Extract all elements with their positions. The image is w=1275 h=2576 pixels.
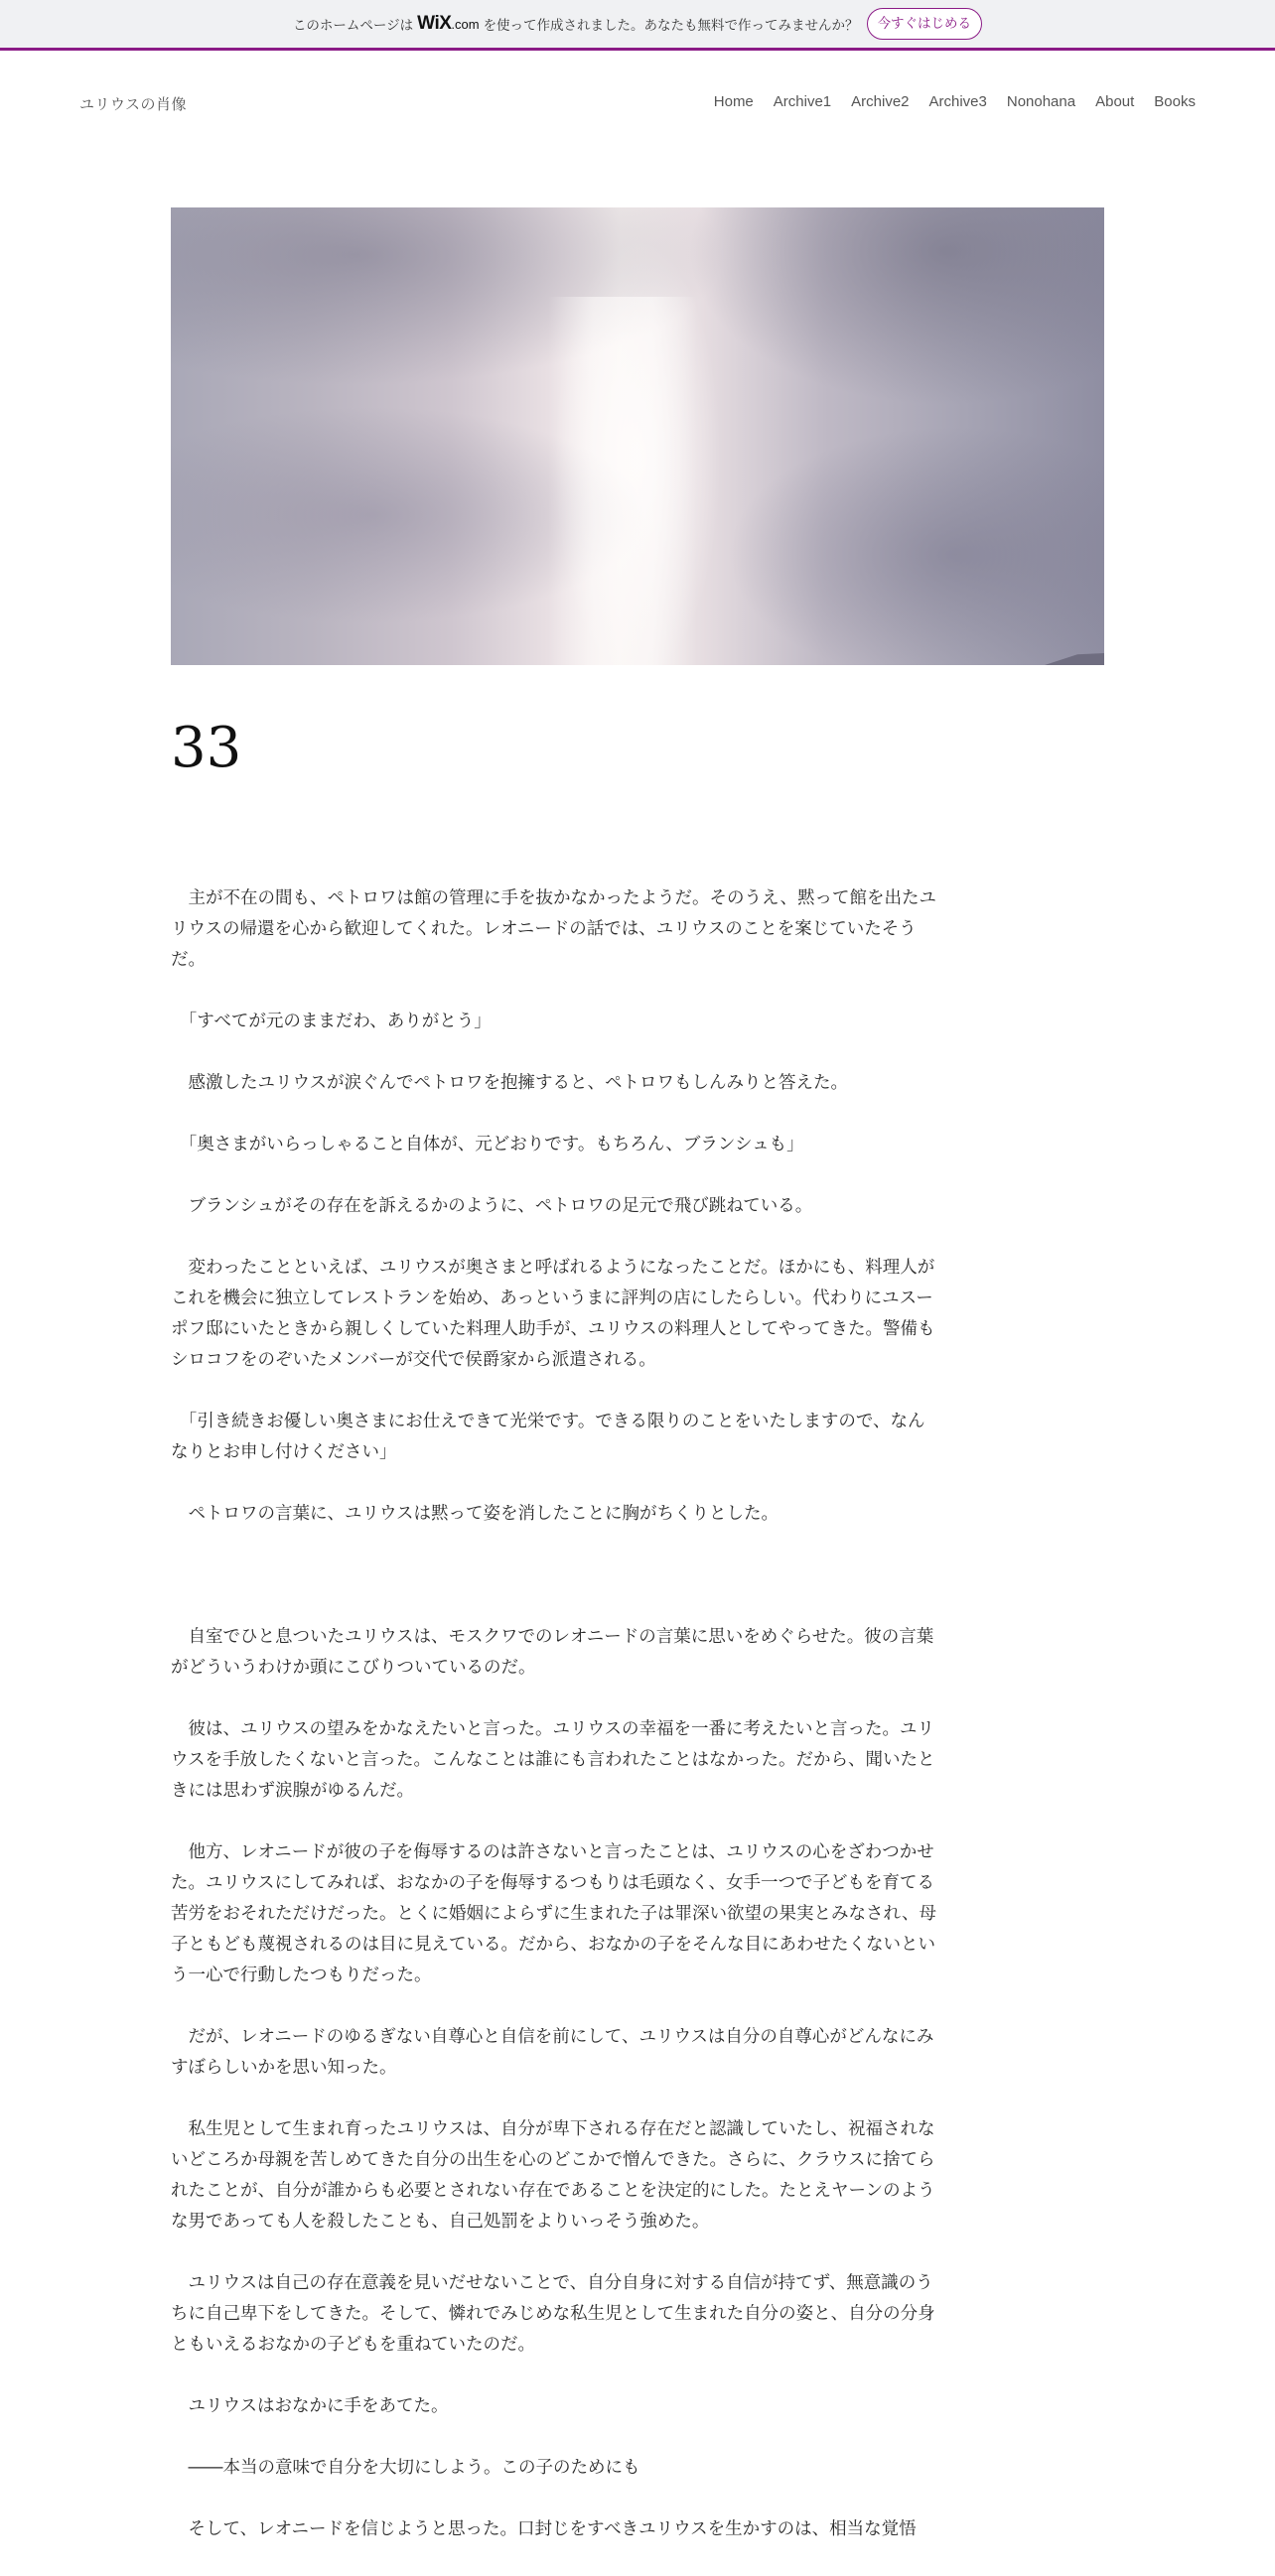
nav-archive3[interactable]: Archive3	[928, 93, 987, 110]
nav-archive1[interactable]: Archive1	[773, 93, 832, 110]
paragraph: 「引き続きお優しい奥さまにお仕えできて光栄です。できる限りのことをいたしますので、なんなりとお申し付けください」	[171, 1412, 925, 1462]
post-body	[171, 883, 941, 2576]
wix-logo-suffix: .com	[451, 17, 480, 32]
paragraph: ユリウスはおなかに手をあてた。	[171, 2396, 449, 2416]
paragraph: ユリウスは自己の存在意義を見いだせないことで、自分自身に対する自信が持てず、無意識のうちに自己卑下をしてきた。そして、憐れでみじめな私生児として生まれた自分の姿と、自分の分身ともいえるおなかの子どもを重ねていたのだ。	[171, 2273, 935, 2355]
paragraph: 他方、レオニードが彼の子を侮辱するのは許さないと言ったことは、ユリウスの心をざわつかせた。ユリウスにしてみれば、おなかの子を侮辱するつもりは毛頭なく、女手一つで子どもを育てる苦労をおそれただけだった。とくに婚姻によらずに生まれた子は罪深い欲望の果実とみなされ、母子ともども蔑視されるのは目に見えている。だから、おなかの子をそんな目にあわせたくないという一心で行動したつもりだった。	[171, 1842, 937, 1985]
cloud-shape	[687, 207, 1104, 406]
paragraph: 「すべてが元のままだわ、ありがとう」	[171, 1012, 492, 1031]
nav-books[interactable]: Books	[1154, 93, 1196, 110]
post-title: 33	[171, 716, 242, 780]
paragraph: 私生児として生まれ育ったユリウスは、自分が卑下される存在だと認識していたし、祝福されないどころか母親を苦しめてきた自分の出生を心のどこかで憎んできた。さらに、クラウスに捨てられたことが、自分が誰からも必要とされない存在であることを決定的にした。たとえヤーンのような男であっても人を殺したことも、自己処罰をよりいっそう強めた。	[171, 2119, 935, 2232]
site-header	[0, 84, 1275, 124]
paragraph: そして、レオニードを信じようと思った。口封じをすべきユリウスを生かすのは、相当な覚悟	[171, 2519, 917, 2539]
paragraph: 変わったことといえば、ユリウスが奥さまと呼ばれるようになったことだ。ほかにも、料理人がこれを機会に独立してレストランを始め、あっというまに評判の店にしたらしい。代わりにユスーポフ邸にいたときから親しくしていた料理人助手が、ユリウスの料理人としてやってきた。警備もシロコフをのぞいたメンバーが交代で侯爵家から派遣される。	[171, 1258, 935, 1370]
start-now-button[interactable]: 今すぐはじめる	[867, 8, 983, 40]
paragraph: 彼は、ユリウスの望みをかなえたいと言った。ユリウスの幸福を一番に考えたいと言った。ユリウスを手放したくないと言った。こんなことは誰にも言われたことはなかった。だから、聞いたときには思わず涙腺がゆるんだ。	[171, 1719, 935, 1801]
promo-message	[293, 13, 859, 35]
wix-promo-banner	[0, 0, 1275, 51]
paragraph: 主が不在の間も、ペトロワは館の管理に手を抜かなかったようだ。そのうえ、黙って館を出たユリウスの帰還を心から歓迎してくれた。レオニードの話では、ユリウスのことを案じていたそうだ。	[171, 888, 937, 970]
hero-image-sky-light-beam	[171, 207, 1104, 665]
paragraph: 自室でひと息ついたユリウスは、モスクワでのレオニードの言葉に思いをめぐらせた。彼の言葉がどういうわけか頭にこびりついているのだ。	[171, 1627, 934, 1678]
section-break	[171, 1560, 941, 1622]
nav-nonohana[interactable]: Nonohana	[1006, 93, 1076, 110]
promo-text-before: このホームページは	[292, 18, 414, 34]
promo-text-after: を使って作成されました。あなたも無料で作ってみませんか？	[483, 18, 859, 34]
paragraph: 感激したユリウスが涙ぐんでペトロワを抱擁すると、ペトロワもしんみりと答えた。	[171, 1073, 848, 1093]
nav-home[interactable]: Home	[713, 93, 754, 110]
main-nav	[694, 93, 1196, 110]
nav-archive2[interactable]: Archive2	[851, 93, 910, 110]
paragraph: ――本当の意味で自分を大切にしよう。この子のためにも	[171, 2458, 640, 2478]
wix-logo-text: WiX	[417, 13, 452, 34]
wix-logo[interactable]	[417, 13, 479, 35]
light-beam	[548, 297, 697, 665]
paragraph: ブランシュがその存在を訴えるかのように、ペトロワの足元で飛び跳ねている。	[171, 1196, 813, 1216]
site-title[interactable]: ユリウスの肖像	[79, 95, 188, 113]
nav-about[interactable]: About	[1095, 93, 1135, 110]
cloud-shape	[727, 426, 1104, 665]
paragraph: だが、レオニードのゆるぎない自尊心と自信を前にして、ユリウスは自分の自尊心がどんなにみすぼらしいかを思い知った。	[171, 2027, 934, 2078]
paragraph: 「奥さまがいらっしゃること自体が、元どおりです。もちろん、ブランシュも」	[171, 1135, 804, 1154]
paragraph: ペトロワの言葉に、ユリウスは黙って姿を消したことに胸がちくりとした。	[171, 1504, 779, 1524]
